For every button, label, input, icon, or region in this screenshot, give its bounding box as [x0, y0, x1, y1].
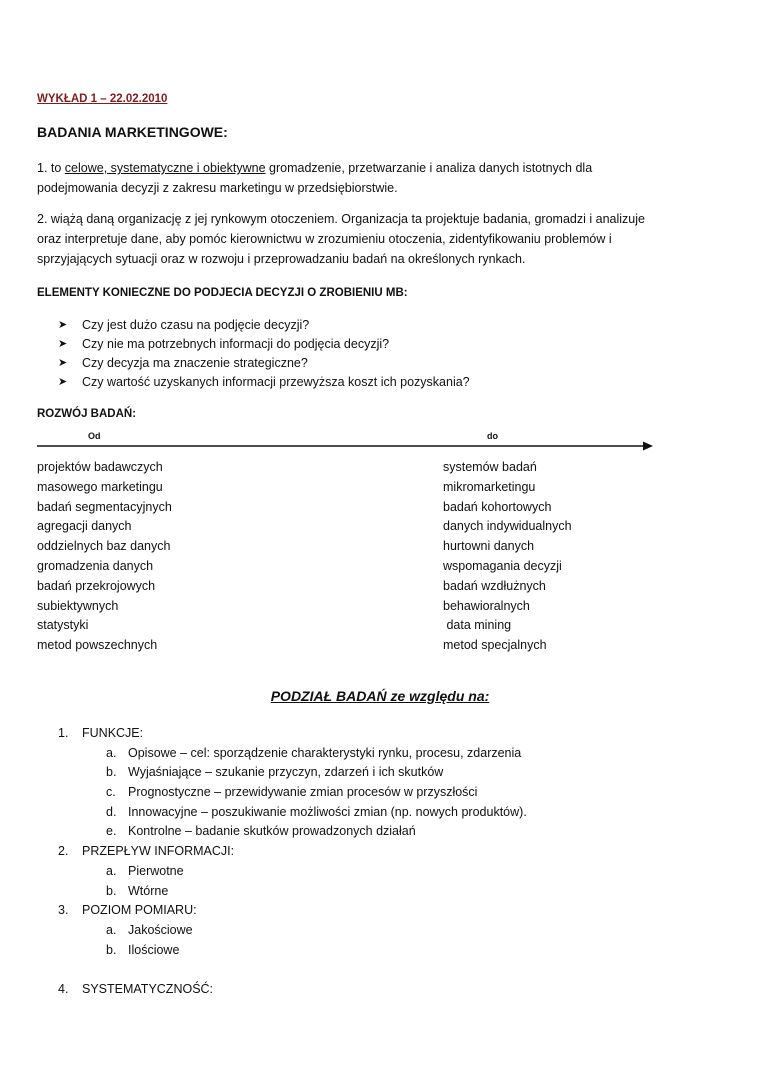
- subitem-text: Opisowe – cel: sporządzenie charakterystyki rynku, procesu, zdarzenia: [128, 745, 522, 760]
- subitem-letter: e.: [106, 824, 117, 839]
- subitem-letter: a.: [106, 863, 117, 878]
- to-item: metod specjalnych: [443, 638, 547, 653]
- division-title: PODZIAŁ BADAŃ ze względu na:: [270, 688, 490, 704]
- subitem-text: Pierwotne: [128, 863, 184, 878]
- arrowhead-bullet-icon: ➤: [58, 357, 68, 369]
- group-number: 3.: [58, 903, 69, 918]
- subitem-letter: b.: [106, 883, 117, 898]
- group-number: 2.: [58, 844, 69, 859]
- development-from-column: [37, 458, 172, 656]
- paragraph-2-line-2: oraz interpretuje dane, aby pomóc kierownictwu w zrozumieniu otoczenia, zidentyfikowaniu problemów i: [37, 232, 612, 246]
- to-item: badań kohortowych: [443, 499, 552, 514]
- list-item: [58, 373, 470, 392]
- subitem-text: Innowacyjne – poszukiwanie możliwości zmian (np. nowych produktów).: [128, 804, 527, 819]
- list-item: [58, 335, 470, 354]
- paragraph-1-prefix: 1. to: [37, 161, 65, 175]
- from-item: oddzielnych baz danych: [37, 539, 171, 554]
- list-item-text: Czy wartość uzyskanych informacji przewyższa koszt ich pozyskania?: [82, 375, 470, 389]
- subitem-letter: a.: [106, 745, 117, 760]
- from-item: gromadzenia danych: [37, 558, 154, 573]
- group-label: FUNKCJE:: [82, 726, 144, 740]
- from-item: badań segmentacyjnych: [37, 499, 172, 514]
- from-item: masowego marketingu: [37, 479, 163, 494]
- paragraph-2-line-3: sprzyjających sytuacji oraz w rozwoju i przeprowadzaniu badań na określonych rynkach.: [37, 252, 526, 266]
- to-item: data mining: [443, 618, 512, 633]
- paragraph-2-line-1: 2. wiążą daną organizację z jej rynkowym otoczeniem. Organizacja ta projektuje badania, gromadzi i analizuje: [37, 212, 645, 226]
- timeline-arrow-icon: [37, 439, 657, 453]
- from-item: badań przekrojowych: [37, 578, 156, 593]
- group-label: POZIOM POMIARU:: [82, 903, 197, 918]
- development-to-column: [443, 458, 572, 656]
- list-item-text: Czy jest dużo czasu na podjęcie decyzji?: [82, 318, 310, 332]
- to-item: systemów badań: [443, 460, 537, 474]
- subitem-letter: d.: [106, 804, 117, 819]
- underlined-phrase: celowe, systematyczne i obiektywne: [64, 161, 266, 175]
- subitem-text: Jakościowe: [128, 922, 193, 937]
- list-item: [58, 316, 470, 335]
- subitem-text: Ilościowe: [128, 942, 180, 957]
- development-title: ROZWÓJ BADAŃ:: [37, 408, 137, 420]
- paragraph-1-line-1: [37, 158, 677, 178]
- to-item: hurtowni danych: [443, 539, 535, 554]
- subitem-letter: b.: [106, 942, 117, 957]
- from-item: metod powszechnych: [37, 638, 158, 653]
- axis-to-label: do: [487, 431, 498, 441]
- list-item-text: Czy decyzja ma znaczenie strategiczne?: [82, 356, 308, 370]
- from-item: projektów badawczych: [37, 460, 163, 474]
- subitem-letter: b.: [106, 765, 117, 780]
- subitem-letter: c.: [106, 785, 116, 800]
- subitem-letter: a.: [106, 922, 117, 937]
- subitem-text: Wyjaśniające – szukanie przyczyn, zdarzeń i ich skutków: [128, 765, 444, 780]
- to-item: badań wzdłużnych: [443, 578, 546, 593]
- from-item: subiektywnych: [37, 598, 119, 613]
- from-item: agregacji danych: [37, 519, 132, 534]
- to-item: danych indywidualnych: [443, 519, 572, 534]
- arrowhead-bullet-icon: ➤: [58, 376, 68, 388]
- paragraph-1-line-2: podejmowania decyzji z zakresu marketingu w przedsiębiorstwie.: [37, 181, 398, 195]
- section-title: BADANIA MARKETINGOWE:: [37, 124, 228, 140]
- group-number: 4.: [58, 982, 69, 997]
- lecture-title: WYKŁAD 1 – 22.02.2010: [37, 93, 168, 105]
- axis-from-label: Od: [88, 431, 101, 441]
- subitem-text: Wtórne: [128, 883, 169, 898]
- from-item: statystyki: [37, 618, 89, 633]
- subitem-text: Prognostyczne – przewidywanie zmian procesów w przyszłości: [128, 785, 478, 800]
- paragraph-2: [37, 209, 737, 269]
- arrowhead-bullet-icon: ➤: [58, 319, 68, 331]
- paragraph-1: [37, 158, 677, 198]
- subitem-text: Kontrolne – badanie skutków prowadzonych działań: [128, 824, 416, 839]
- list-item-text: Czy nie ma potrzebnych informacji do podjęcia decyzji?: [82, 337, 390, 351]
- group-label: SYSTEMATYCZNOŚĆ:: [82, 982, 214, 997]
- elements-title: ELEMENTY KONIECZNE DO PODJECIA DECYZJI O ZROBIENIU MB:: [37, 287, 408, 299]
- to-item: behawioralnych: [443, 598, 530, 613]
- to-item: mikromarketingu: [443, 479, 536, 494]
- group-number: 1.: [58, 726, 69, 740]
- group-label: PRZEPŁYW INFORMACJI:: [82, 844, 235, 859]
- decision-elements-list: [58, 316, 470, 392]
- paragraph-1-rest: gromadzenie, przetwarzanie i analiza danych istotnych dla: [265, 161, 593, 175]
- to-item: wspomagania decyzji: [443, 558, 562, 573]
- list-item: [58, 354, 470, 373]
- arrowhead-bullet-icon: ➤: [58, 338, 68, 350]
